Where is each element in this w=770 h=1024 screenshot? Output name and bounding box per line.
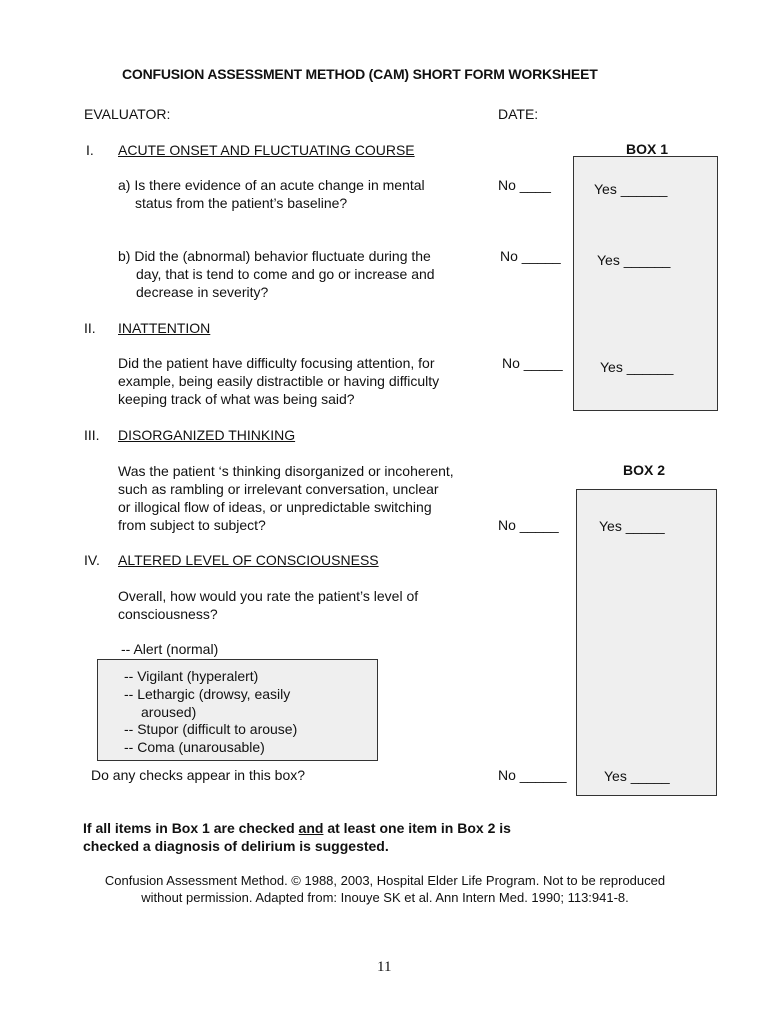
- option-alert[interactable]: -- Alert (normal): [121, 641, 219, 657]
- option-vigilant[interactable]: -- Vigilant (hyperalert): [124, 668, 259, 684]
- footer-line-2: without permission. Adapted from: Inouye SK et al. Ann Intern Med. 1990; 113:941-8.: [141, 890, 629, 905]
- section-3-numeral: III.: [84, 427, 100, 443]
- option-lethargic[interactable]: -- Lethargic (drowsy, easily: [124, 686, 291, 702]
- box-2-label: BOX 2: [623, 462, 666, 478]
- option-coma[interactable]: -- Coma (unarousable): [124, 739, 265, 755]
- q2-line1: Did the patient have difficulty focusing attention, for: [118, 355, 435, 371]
- q4-line2: consciousness?: [118, 606, 218, 622]
- q1b-yes[interactable]: Yes ______: [597, 252, 671, 268]
- q1b-line3: decrease in severity?: [136, 284, 269, 300]
- q1a-line1: a) Is there evidence of an acute change in mental: [118, 177, 425, 193]
- section-4-numeral: IV.: [84, 552, 100, 568]
- section-1-numeral: I.: [86, 142, 94, 158]
- section-4-heading: ALTERED LEVEL OF CONSCIOUSNESS: [118, 552, 379, 568]
- option-stupor[interactable]: -- Stupor (difficult to arouse): [124, 721, 298, 737]
- q3-no[interactable]: No _____: [498, 517, 559, 533]
- q1a-yes[interactable]: Yes ______: [594, 181, 668, 197]
- conclusion-line-1: If all items in Box 1 are checked and at least one item in Box 2 is: [83, 820, 511, 836]
- option-lethargic-cont: aroused): [141, 704, 197, 720]
- q2-line3: keeping track of what was being said?: [118, 391, 355, 407]
- q1b-no[interactable]: No _____: [500, 248, 561, 264]
- q1b-line2: day, that is tend to come and go or increase and: [136, 266, 435, 282]
- section-1-heading: ACUTE ONSET AND FLUCTUATING COURSE: [118, 142, 415, 158]
- conclusion-line-2: checked a diagnosis of delirium is suggested.: [83, 838, 389, 854]
- section-2-heading: INATTENTION: [118, 320, 211, 336]
- evaluator-label: EVALUATOR:: [84, 106, 171, 122]
- q2-line2: example, being easily distractible or having difficulty: [118, 373, 440, 389]
- section-3-heading: DISORGANIZED THINKING: [118, 427, 296, 443]
- q1a-no[interactable]: No ____: [498, 177, 551, 193]
- q4-line1: Overall, how would you rate the patient’s level of: [118, 588, 419, 604]
- footer-line-1: Confusion Assessment Method. © 1988, 2003, Hospital Elder Life Program. Not to be reproduced: [104, 873, 666, 888]
- date-label: DATE:: [498, 106, 539, 122]
- q2-no[interactable]: No _____: [502, 355, 563, 371]
- q2-yes[interactable]: Yes ______: [600, 359, 674, 375]
- q3-line1: Was the patient ‘s thinking disorganized or incoherent,: [118, 463, 454, 479]
- q3-line3: or illogical flow of ideas, or unpredictable switching: [118, 499, 432, 515]
- checks-no[interactable]: No ______: [498, 767, 567, 783]
- q1b-line1: b) Did the (abnormal) behavior fluctuate during the: [118, 248, 431, 264]
- checks-question: Do any checks appear in this box?: [91, 767, 306, 783]
- q3-line4: from subject to subject?: [118, 517, 266, 533]
- section-2-numeral: II.: [84, 320, 96, 336]
- q3-line2: such as rambling or irrelevant conversation, unclear: [118, 481, 439, 497]
- box-1-label: BOX 1: [626, 141, 669, 157]
- checks-yes[interactable]: Yes _____: [604, 768, 670, 784]
- page-title: CONFUSION ASSESSMENT METHOD (CAM) SHORT FORM WORKSHEET: [122, 66, 598, 82]
- q3-yes[interactable]: Yes _____: [599, 518, 665, 534]
- q1a-line2: status from the patient’s baseline?: [135, 195, 348, 211]
- page-number: 11: [377, 959, 392, 975]
- box-2: [576, 489, 717, 796]
